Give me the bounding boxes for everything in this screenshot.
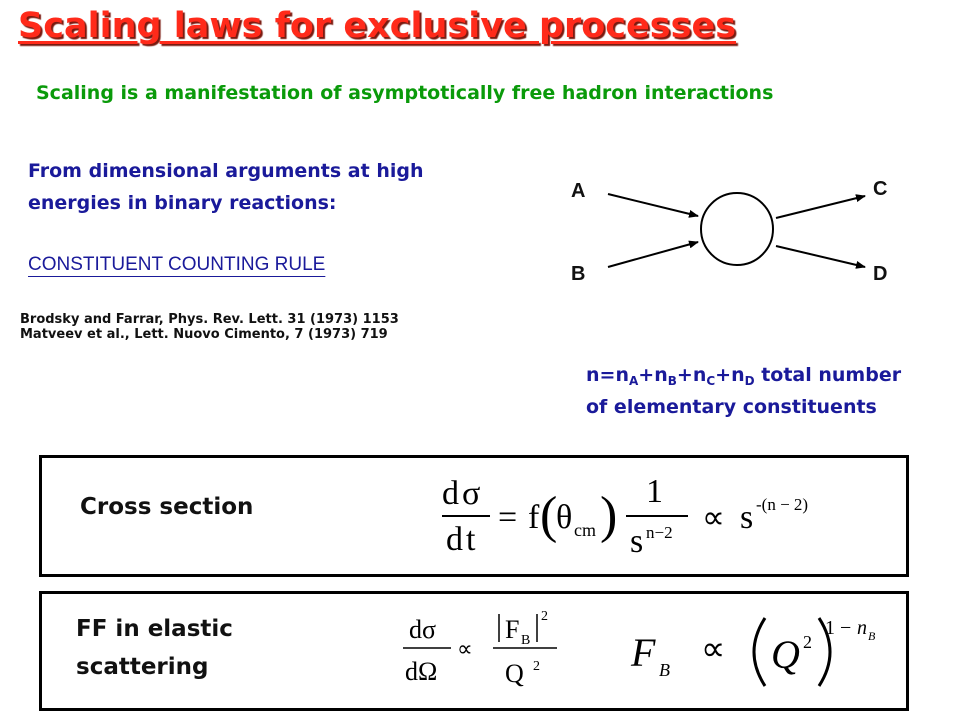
subscript-d: D (744, 374, 755, 388)
counting-text: total number (761, 364, 902, 386)
arrow-d-out (776, 246, 865, 267)
formula-proportional: ∝ (457, 636, 473, 661)
form-factor-label-line-2: scattering (76, 654, 209, 680)
formula-exponent-subscript-B: B (868, 629, 876, 643)
formula-t: t (466, 521, 476, 558)
formula-F: F (505, 615, 520, 644)
formula-proportional: ∝ (702, 499, 725, 535)
interaction-vertex (701, 193, 773, 265)
reference-2: Matveev et al., Lett. Nuovo Cimento, 7 (1973) 719 (20, 327, 388, 342)
label-c: C (873, 178, 888, 200)
formula-equals: = (498, 499, 518, 536)
n-symbol: n (654, 364, 668, 386)
slide-title: Scaling laws for exclusive processes (18, 6, 737, 46)
formula-cm: cm (574, 520, 596, 540)
formula-f: f (528, 499, 540, 536)
formula-exponent-denominator: n−2 (646, 523, 673, 542)
subscript-a: A (628, 374, 639, 388)
formula-subscript-B: B (521, 633, 531, 648)
formula-theta: θ (556, 499, 573, 536)
big-lparen (754, 618, 765, 686)
counting-definition-line-2: of elementary constituents (586, 396, 877, 418)
formula-one: 1 (646, 473, 663, 510)
constituent-counting-rule: CONSTITUENT COUNTING RULE (28, 254, 326, 275)
formula-exponent-n: n (857, 617, 867, 639)
formula-sigma: σ (462, 475, 481, 512)
formula-subscript-B: B (659, 660, 670, 680)
plus-sign: + (715, 364, 732, 386)
formula-s: s (740, 499, 754, 536)
label-a: A (571, 180, 586, 202)
formula-square: 2 (533, 659, 540, 674)
slide-subtitle: Scaling is a manifestation of asymptotically free hadron interactions (36, 82, 774, 104)
cross-section-formula (440, 470, 860, 562)
arrow-c-out (776, 196, 865, 218)
formula-exponent: -(n − 2) (756, 495, 809, 514)
n-symbol: n (692, 364, 707, 386)
form-factor-label-line-1: FF in elastic (76, 616, 233, 642)
form-factor-formula-1 (395, 600, 585, 698)
formula-dsigma: dσ (409, 615, 437, 644)
formula-exponent: 1 − (825, 617, 852, 639)
cross-section-label: Cross section (80, 494, 254, 520)
n-symbol: n (731, 364, 745, 386)
label-d: D (873, 263, 888, 285)
formula-Q: Q (505, 659, 524, 688)
n-symbol: n (586, 364, 600, 386)
n-symbol: n (615, 364, 629, 386)
counting-definition (586, 364, 901, 388)
formula-rparen: ) (600, 487, 618, 544)
intro-line-1: From dimensional arguments at high (28, 160, 424, 182)
formula-F: F (631, 630, 656, 675)
equals-sign: = (599, 364, 616, 386)
formula-d: d (446, 521, 463, 558)
formula-d: d (442, 475, 459, 512)
formula-square: 2 (541, 609, 548, 624)
plus-sign: + (676, 364, 693, 386)
form-factor-formula-2 (625, 608, 885, 692)
label-b: B (571, 263, 586, 285)
formula-Q: Q (771, 632, 800, 677)
formula-lparen: ( (540, 487, 558, 544)
formula-proportional: ∝ (701, 631, 726, 668)
arrow-b-in (608, 242, 698, 267)
reaction-diagram (560, 170, 900, 300)
reference-1: Brodsky and Farrar, Phys. Rev. Lett. 31 (1973) 1153 (20, 312, 399, 327)
intro-line-2: energies in binary reactions: (28, 192, 337, 214)
formula-domega: dΩ (405, 657, 438, 686)
formula-square: 2 (803, 632, 812, 652)
formula-s: s (630, 523, 644, 560)
subscript-c: C (706, 374, 716, 388)
arrow-a-in (608, 194, 698, 216)
subscript-b: B (667, 374, 677, 388)
plus-sign: + (638, 364, 655, 386)
